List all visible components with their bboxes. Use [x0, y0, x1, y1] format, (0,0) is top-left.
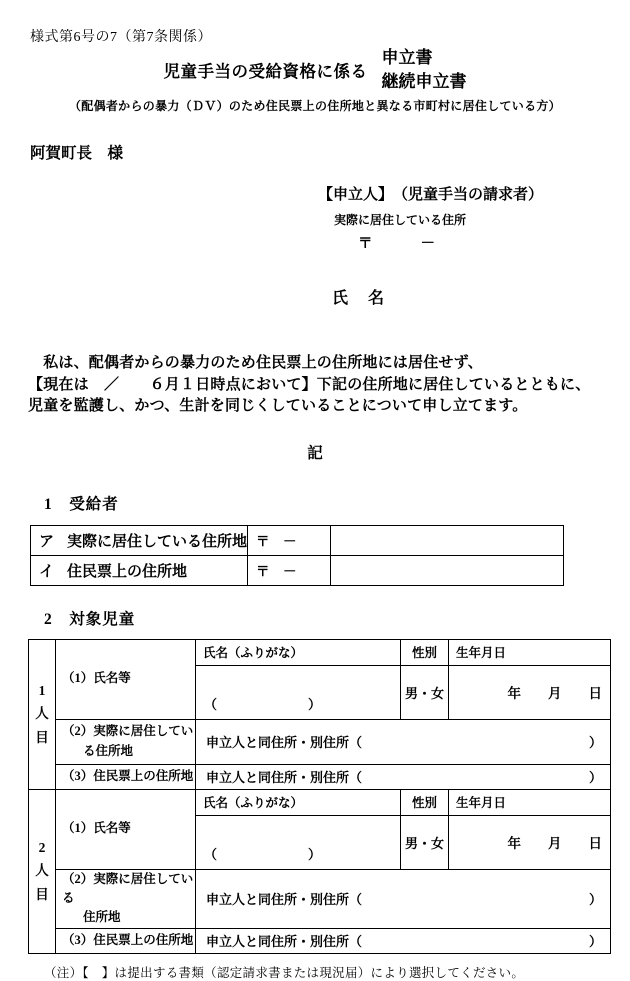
- applicant-name-label: 氏 名: [332, 290, 387, 308]
- person-char: 人: [35, 863, 49, 879]
- label-line: る住所地: [83, 743, 134, 758]
- child2-name-blank: （ ）: [196, 815, 401, 869]
- table-row: [29, 719, 611, 764]
- row-label: 住民票上の住所地: [67, 563, 188, 580]
- person-char: 人: [35, 706, 49, 722]
- form-number: 様式第6号の7（第7条関係）: [30, 30, 212, 45]
- person-char: 目: [35, 729, 49, 745]
- form-title-doc-types: [382, 46, 467, 94]
- child1-sex-header: 性別: [401, 639, 449, 665]
- child1-registered-address-value: [196, 764, 611, 789]
- close-paren: ）: [588, 934, 602, 950]
- child2-sex-header: 性別: [401, 789, 449, 815]
- recipient-actual-address-label: [31, 525, 248, 555]
- table-row: [29, 764, 611, 789]
- child2-sex-options: 男・女: [401, 815, 449, 869]
- child1-actual-address-value: [196, 719, 611, 764]
- footnote: （注）【 】は提出する書類（認定請求書または現況届）により選択してください。: [44, 965, 525, 980]
- statement-line-2: 【現在は ／ ６月１日時点において】下記の住所地に居住しているとともに、: [28, 376, 591, 393]
- child1-sex-options: 男・女: [401, 665, 449, 719]
- child1-birth-header: 生年月日: [449, 639, 611, 665]
- child2-person-label: [29, 789, 56, 953]
- row-label: 実際に居住している住所地: [67, 533, 248, 550]
- section2-heading: 2 対象児童: [44, 610, 136, 628]
- applicant-address-label: 実際に居住している住所: [334, 213, 467, 228]
- statement-line-3: 児童を監護し、かつ、生計を同じくしていることについて申し立てます。: [28, 398, 528, 415]
- table-row: [31, 525, 564, 555]
- address-choice-text: 申立人と同住所・別住所（: [206, 770, 363, 786]
- row-kana: ア: [39, 533, 55, 550]
- form-title-main: 児童手当の受給資格に係る: [163, 62, 368, 82]
- table-row: [31, 555, 564, 585]
- form-subtitle: （配偶者からの暴力（ＤＶ）のため住民票上の住所地と異なる市町村に居住している方）: [68, 99, 561, 114]
- close-paren: ）: [588, 735, 602, 751]
- label-line: 住所地: [83, 910, 121, 925]
- recipient-table: [30, 525, 564, 586]
- child1-person-label: [29, 639, 56, 789]
- postal-mark: 〒: [358, 236, 373, 253]
- table-row: [29, 869, 611, 928]
- child2-registered-address-value: [196, 928, 611, 953]
- person-char: 1: [38, 682, 46, 698]
- recipient-registered-address-label: [31, 555, 248, 585]
- address-choice-text: 申立人と同住所・別住所（: [206, 735, 363, 751]
- child1-actual-address-label: [56, 719, 196, 764]
- applicant-block: [318, 183, 630, 308]
- address-choice-text: 申立人と同住所・別住所（: [206, 934, 363, 950]
- recipient-registered-postal-cell: 〒 －: [248, 555, 331, 585]
- child2-birth-header: 生年月日: [449, 789, 611, 815]
- close-paren: ）: [588, 892, 602, 908]
- child1-name-header: 氏名（ふりがな）: [196, 639, 401, 665]
- close-paren: ）: [588, 770, 602, 786]
- label-line: （2）実際に居住している: [62, 871, 194, 905]
- form-title-doc2: 継続申立書: [381, 72, 467, 92]
- table-row: [29, 639, 611, 665]
- ki-marker: 記: [307, 444, 323, 462]
- applicant-postal-line: [358, 232, 630, 253]
- person-char: 目: [35, 886, 49, 902]
- child2-actual-address-value: [196, 869, 611, 928]
- recipient-actual-postal-cell: 〒 －: [248, 525, 331, 555]
- table-row: [29, 928, 611, 953]
- recipient-registered-address-blank: [331, 555, 564, 585]
- form-title: [0, 46, 630, 94]
- form-title-doc1: 申立書: [381, 48, 433, 67]
- child2-actual-address-label: [56, 869, 196, 928]
- child2-birth-blank: 年 月 日: [449, 815, 611, 869]
- person-char: 2: [38, 839, 46, 855]
- child2-registered-address-label: （3）住民票上の住所地: [56, 928, 196, 953]
- child1-name-blank: （ ）: [196, 665, 401, 719]
- child2-name-header: 氏名（ふりがな）: [196, 789, 401, 815]
- addressee: 阿賀町長 様: [30, 145, 124, 163]
- child1-name-section-label: （1）氏名等: [56, 639, 196, 719]
- row-kana: イ: [39, 563, 55, 580]
- child1-birth-blank: 年 月 日: [449, 665, 611, 719]
- applicant-heading: 【申立人】 （児童手当の請求者）: [318, 187, 544, 204]
- section1-heading: 1 受給者: [44, 495, 119, 513]
- child2-name-section-label: （1）氏名等: [56, 789, 196, 869]
- address-choice-text: 申立人と同住所・別住所（: [206, 892, 363, 908]
- table-row: [29, 789, 611, 815]
- recipient-actual-address-blank: [331, 525, 564, 555]
- statement-paragraph: [28, 353, 604, 417]
- label-line: （2）実際に居住してい: [62, 724, 194, 739]
- child1-registered-address-label: （3）住民票上の住所地: [56, 764, 196, 789]
- children-table: [28, 639, 611, 954]
- postal-dash: －: [420, 236, 435, 253]
- statement-line-1: 私は、配偶者からの暴力のため住民票上の住所地には居住せず、: [28, 355, 483, 372]
